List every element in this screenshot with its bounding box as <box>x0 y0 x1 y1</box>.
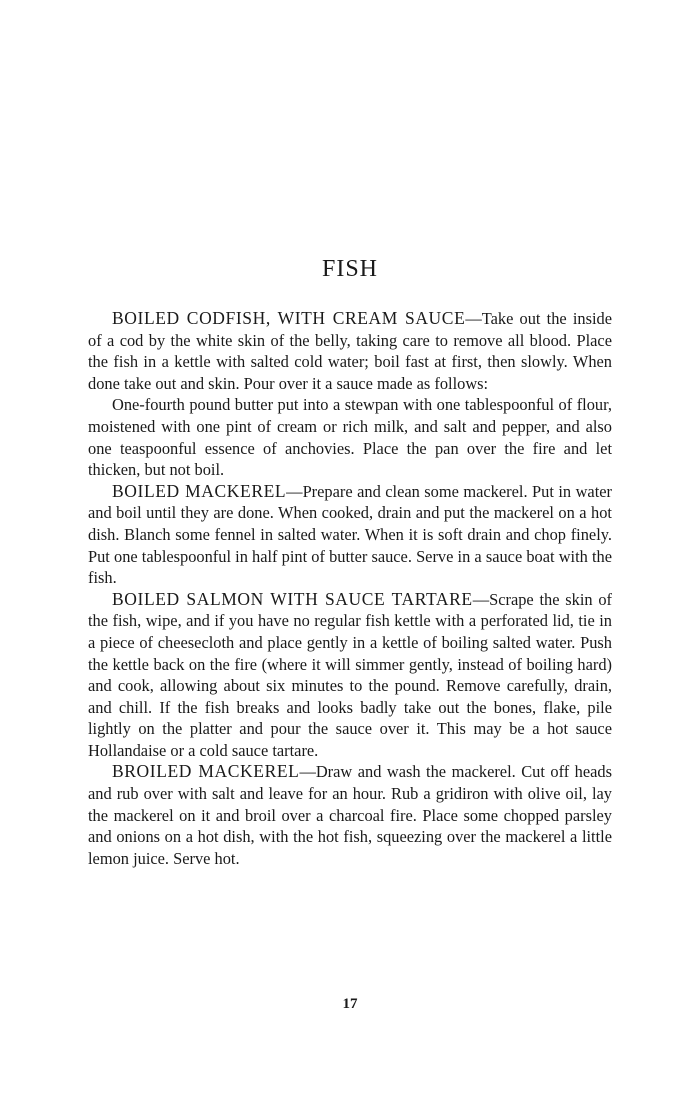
dash: — <box>286 481 303 501</box>
recipe-paragraph-boiled-salmon <box>88 589 612 762</box>
chapter-title: FISH <box>321 256 379 282</box>
recipe-paragraph-broiled-mackerel <box>88 761 612 869</box>
recipe-paragraph-boiled-codfish <box>88 308 612 394</box>
recipe-body: Scrape the skin of the fish, wipe, and if you have no regular fish kettle with a perforated lid, tie in a piece of cheesecloth and place gently in a kettle of boiling salted water. Push the kettle back on the fire (where it will simmer gently, instead of boiling hard) and cook, allowing about six minutes to the pound. Remove carefully, drain, and chill. If the fish breaks and looks badly take out the bones, flake, pile lightly on the platter and pour the sauce over it. This may be a hot sauce Hollandaise or a cold sauce tartare. <box>88 589 613 760</box>
recipe-heading: BROILED MACKEREL <box>112 761 300 782</box>
dash: — <box>299 762 316 782</box>
dash: — <box>465 309 482 328</box>
recipe-heading: BOILED SALMON WITH SAUCE TARTARE <box>112 588 473 609</box>
dash: — <box>472 589 490 609</box>
book-page <box>88 0 612 1113</box>
recipe-heading: BOILED CODFISH, WITH CREAM SAUCE <box>112 308 466 328</box>
recipe-heading: BOILED MACKEREL <box>112 480 287 501</box>
recipe-paragraph-cream-sauce: One-fourth pound butter put into a stewpan with one tablespoonful of flour, moistened with one pint of cream or rich milk, and salt and pepper, and also one teaspoonful essence of anchovies. Place the pan over the fire and let thicken, but not boil. <box>88 395 612 480</box>
recipe-body: Prepare and clean some mackerel. Put in water and boil until they are done. When cooked, drain and put the mackerel on a hot dish. Blanch some fennel in salted water. When it is soft drain and chop finely. Put one tablespoonful in half pint of butter sauce. Serve in a sauce boat with the fish. <box>88 481 612 588</box>
recipe-paragraph-boiled-mackerel <box>88 481 612 589</box>
page-number: 17 <box>342 996 358 1012</box>
recipe-body: Take out the inside of a cod by the white skin of the belly, taking care to remove all blood. Place the fish in a kettle with salted cold water; boil fast at first, then slowly. When done take out and skin. Pour over it a sauce made as follows: <box>88 309 612 393</box>
recipe-text <box>88 308 612 869</box>
recipe-body: Draw and wash the mackerel. Cut off heads and rub over with salt and leave for an hour. Rub a gridiron with olive oil, lay the mackerel on it and broil over a charcoal fire. Place some chopped parsley and onions on a hot dish, with the hot fish, squeezing over the mackerel a little lemon juice. Serve hot. <box>88 762 613 868</box>
